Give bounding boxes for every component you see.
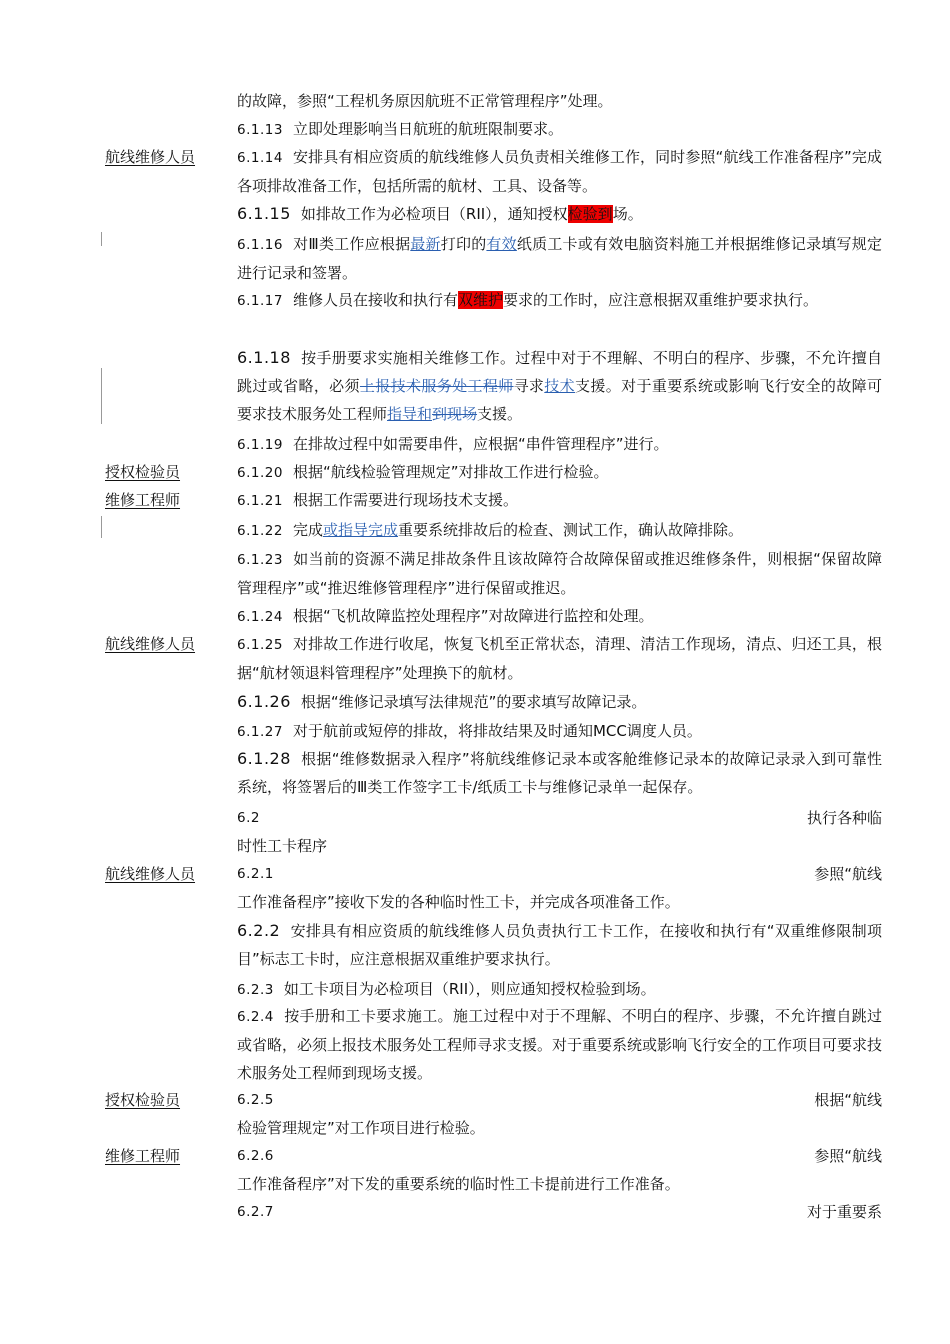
clause-text: 检验管理规定”对工作项目进行检验。	[237, 1119, 485, 1137]
role-label: 授权检验员	[105, 463, 181, 481]
clause-number: 6.1.18	[237, 348, 291, 367]
clause-text: 参照“航线	[814, 865, 882, 883]
clause-text: 工作准备程序”接收下发的各种临时性工卡，并完成各项准备工作。	[237, 893, 680, 911]
clause-text: 安排具有相应资质的航线维修人员负责执行工卡工作，在接收和执行有“双重维修限制项目”标志工卡时，应注意根据双重维护要求执行。	[237, 922, 882, 968]
clause-number: 6.1.16	[237, 237, 283, 253]
revision-bar	[101, 516, 102, 538]
revision-bar	[101, 232, 102, 246]
clause-number: 6.2.2	[237, 921, 281, 940]
clause-number: 6.2.1	[237, 866, 274, 882]
clause-number: 6.1.24	[237, 609, 283, 625]
clause-text: 根据“航线	[814, 1091, 882, 1109]
clause-text: 重要系统排故后的检查、测试工作，确认故障排除。	[397, 521, 743, 539]
clause-text: 在排故过程中如需要串件，应根据“串件管理程序”进行。	[292, 435, 669, 453]
clause-text: 根据工作需要进行现场技术支援。	[292, 491, 518, 509]
deleted-text: 到现场	[432, 405, 478, 423]
clause-text: 如工卡项目为必检项目（RII），则应通知授权检验到场。	[283, 980, 656, 998]
clause-text: 纸质工卡或有效电脑资料施工并根据维修记录填写规定进行记录和签署。	[237, 235, 882, 282]
clause-number: 6.1.17	[237, 293, 283, 309]
clause-number: 6.1.23	[237, 552, 283, 568]
clause-text: 按手册和工卡要求施工。施工过程中对于不理解、不明白的程序、步骤，不允许擅自跳过或省略，必须上报技术服务处工程师寻求支援。对于重要系统或影响飞行安全的工作项目可要求技术服务处工程师到现场支援。	[237, 1007, 883, 1082]
clause-number: 6.1.20	[237, 465, 283, 481]
clause-number: 6.1.19	[237, 437, 283, 453]
highlighted-text: 双维护	[457, 291, 503, 309]
clause-number: 6.1.15	[237, 204, 291, 223]
clause-number: 6.1.25	[237, 637, 283, 653]
role-label: 维修工程师	[105, 1147, 181, 1165]
clause-number: 6.1.21	[237, 493, 283, 509]
role-label: 航线维修人员	[105, 148, 196, 166]
clause-text: 根据“维修记录填写法律规范”的要求填写故障记录。	[300, 693, 647, 711]
clause-number: 6.2.4	[237, 1009, 274, 1025]
clause-number: 6.2.6	[237, 1148, 274, 1164]
role-label: 航线维修人员	[105, 865, 196, 883]
clause-text: 对Ⅲ类工作应根据	[292, 235, 411, 253]
inserted-text: 技术	[544, 377, 576, 395]
clause-text: 根据“飞机故障监控处理程序”对故障进行监控和处理。	[292, 607, 654, 625]
inserted-text: 或指导完成	[322, 521, 398, 539]
highlighted-text: 检验到	[567, 205, 613, 223]
clause-number: 6.2.5	[237, 1092, 274, 1108]
clause-text: 按手册要求实施相关维修工作。过程中对于不理解、不明白的程序、步骤，不允许擅自跳过或省略，必须	[237, 349, 882, 395]
inserted-text: 有效	[486, 235, 517, 253]
role-label: 维修工程师	[105, 491, 181, 509]
clause-number: 6.1.13	[237, 122, 283, 138]
clause-number: 6.1.22	[237, 523, 283, 539]
clause-text: 寻求	[513, 377, 545, 395]
clause-number: 6.1.28	[237, 749, 291, 768]
clause-number: 6.1.14	[237, 150, 283, 166]
clause-text: 对于航前或短停的排故，将排故结果及时通知MCC调度人员。	[292, 722, 702, 740]
clause-text: 根据“维修数据录入程序”将航线维修记录本或客舱维修记录本的故障记录录入到可靠性系统，将签署后的Ⅲ类工作签字工卡/纸质工卡与维修记录单一起保存。	[237, 750, 882, 796]
clause-text: 参照“航线	[814, 1147, 882, 1165]
clause-text: 支援。	[477, 405, 523, 423]
clause-text: 安排具有相应资质的航线维修人员负责相关维修工作，同时参照“航线工作准备程序”完成各项排故准备工作，包括所需的航材、工具、设备等。	[237, 148, 882, 195]
clause-text: 立即处理影响当日航班的航班限制要求。	[292, 120, 563, 138]
clause-number: 6.1.26	[237, 692, 291, 711]
clause-text: 时性工卡程序	[237, 837, 328, 855]
clause-number: 6.2	[237, 810, 260, 826]
clause-text: 完成	[292, 521, 323, 539]
clause-text: 要求的工作时，应注意根据双重维护要求执行。	[502, 291, 818, 309]
clause-text: 如当前的资源不满足排故条件且该故障符合故障保留或推迟维修条件，则根据“保留故障管理程序”或“推迟维修管理程序”进行保留或推迟。	[237, 550, 882, 597]
clause-number: 6.1.27	[237, 724, 283, 740]
role-label: 航线维修人员	[105, 635, 196, 653]
clause-text: 支援。对于重要系统或影响飞行安全的故障可要求技术服务处工程师	[237, 377, 882, 423]
clause-number: 6.2.7	[237, 1204, 274, 1220]
revision-bar	[101, 368, 102, 424]
clause-text: 执行各种临	[806, 809, 882, 827]
clause-text: 对于重要系	[806, 1203, 882, 1221]
clause-text: 如排故工作为必检项目（RII），通知授权	[300, 205, 568, 223]
deleted-text: 上报技术服务处工程师	[359, 377, 514, 395]
clause-text: 打印的	[440, 235, 487, 253]
clause-text: 工作准备程序”对下发的重要系统的临时性工卡提前进行工作准备。	[237, 1175, 680, 1193]
clause-text: 维修人员在接收和执行有	[292, 291, 458, 309]
role-label: 授权检验员	[105, 1091, 181, 1109]
paragraph-text: 的故障，参照“工程机务原因航班不正常管理程序”处理。	[237, 92, 613, 110]
clause-number: 6.2.3	[237, 982, 274, 998]
clause-text: 根据“航线检验管理规定”对排故工作进行检验。	[292, 463, 609, 481]
inserted-text: 最新	[410, 235, 441, 253]
clause-text: 对排故工作进行收尾，恢复飞机至正常状态，清理、清洁工作现场，清点、归还工具，根据“航材领退料管理程序”处理换下的航材。	[237, 635, 882, 682]
inserted-text: 指导和	[387, 405, 433, 423]
clause-text: 场。	[612, 205, 643, 223]
